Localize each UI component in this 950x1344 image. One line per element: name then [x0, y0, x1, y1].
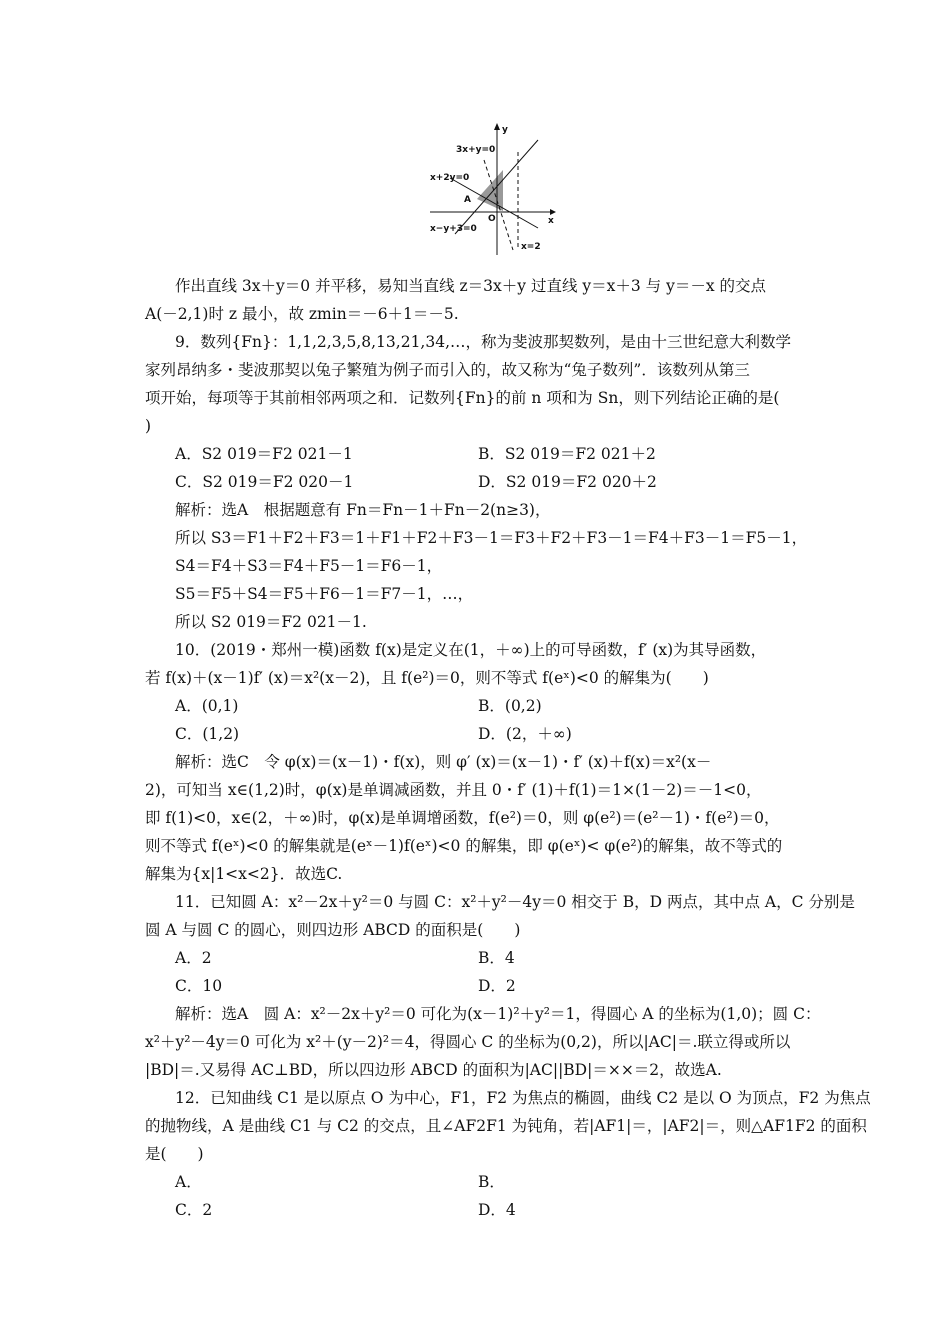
- label-point-a: A: [464, 195, 471, 205]
- question-12-line-3: 是( ): [145, 1145, 204, 1163]
- question-9-line-3: 项开始，每项等于其前相邻两项之和．记数列{Fn}的前 n 项和为 Sn，则下列结论正确的是(: [145, 389, 780, 407]
- option-9a: A．S2 019＝F2 021－1: [175, 445, 353, 463]
- solution-11-line-2: x²＋y²－4y＝0 可化为 x²＋(y－2)²＝4，得圆心 C 的坐标为(0,2)，所以|AC|＝.联立得或所以: [145, 1033, 791, 1051]
- label-origin: O: [488, 214, 496, 224]
- question-9-line-2: 家列昂纳多・斐波那契以兔子繁殖为例子而引入的，故又称为“兔子数列”．该数列从第三: [145, 361, 750, 379]
- question-12-line-1: 12．已知曲线 C1 是以原点 O 为中心，F1，F2 为焦点的椭圆，曲线 C2 是以 O 为顶点，F2 为焦点: [175, 1089, 871, 1107]
- option-11c: C．10: [175, 977, 223, 995]
- label-x-minus-y-plus-3: x−y+3=0: [430, 224, 477, 234]
- label-3x-plus-y: 3x+y=0: [456, 145, 496, 155]
- option-9c: C．S2 019＝F2 020－1: [175, 473, 354, 491]
- question-9-line-1: 9．数列{Fn}：1,1,2,3,5,8,13,21,34,…，称为斐波那契数列，是由十三世纪意大利数学: [175, 333, 792, 351]
- option-12c: C．2: [175, 1201, 213, 1219]
- option-10c: C．(1,2): [175, 725, 240, 743]
- option-11b: B．4: [478, 949, 515, 967]
- question-10-line-1: 10．(2019・郑州一模)函数 f(x)是定义在(1，＋∞)上的可导函数，f′ (x)为其导函数，: [175, 641, 767, 659]
- solution-9-line-5: 所以 S2 019＝F2 021－1.: [175, 613, 367, 631]
- solution-9-line-3: S4＝F4＋S3＝F4＋F5－1＝F6－1，: [175, 557, 443, 575]
- question-9-line-4: ): [145, 417, 152, 435]
- solution-10-line-4: 则不等式 f(eˣ)<0 的解集就是(eˣ－1)f(eˣ)<0 的解集，即 φ(eˣ)< φ(e²)的解集，故不等式的: [145, 837, 783, 855]
- option-10a: A．(0,1): [175, 697, 239, 715]
- option-10d: D．(2，＋∞): [478, 725, 572, 743]
- solution-11-line-1: 解析：选A 圆 A：x²－2x＋y²＝0 可化为(x－1)²＋y²＝1，得圆心 A 的坐标为(1,0)；圆 C：: [175, 1005, 821, 1023]
- solution-8-line-1: 作出直线 3x＋y＝0 并平移，易知当直线 z＝3x＋y 过直线 y＝x＋3 与 y＝－x 的交点: [175, 277, 767, 295]
- feasible-region-figure: [420, 120, 560, 260]
- option-10b: B．(0,2): [478, 697, 542, 715]
- x-label: x: [548, 216, 554, 226]
- y-arrow: [494, 123, 500, 130]
- option-9d: D．S2 019＝F2 020＋2: [478, 473, 657, 491]
- solution-10-line-1: 解析：选C 令 φ(x)＝(x－1)・f(x)，则 φ′ (x)＝(x－1)・f′ (x)＋f(x)＝x²(x－: [175, 753, 712, 771]
- option-12b: B．: [478, 1173, 505, 1191]
- y-label: y: [502, 125, 508, 135]
- solution-9-line-1: 解析：选A 根据题意有 Fn＝Fn－1＋Fn－2(n≥3)，: [175, 501, 551, 519]
- question-10-line-2: 若 f(x)＋(x－1)f′ (x)＝x²(x－2)，且 f(e²)＝0，则不等式 f(eˣ)<0 的解集为( ): [145, 669, 709, 687]
- solution-10-line-2: 2)，可知当 x∈(1,2)时，φ(x)是单调减函数，并且 0・f′ (1)＋f(1)＝1×(1－2)＝－1<0，: [145, 781, 762, 799]
- label-x-equals-2: x=2: [521, 242, 541, 252]
- option-11d: D．2: [478, 977, 516, 995]
- solution-9-line-2: 所以 S3＝F1＋F2＋F3＝1＋F1＋F2＋F3－1＝F3＋F2＋F3－1＝F4＋F3－1＝F5－1，: [175, 529, 808, 547]
- option-11a: A．2: [175, 949, 212, 967]
- solution-8-line-2: A(－2,1)时 z 最小，故 zmin＝－6＋1＝－5.: [145, 305, 459, 323]
- solution-11-line-3: |BD|＝.又易得 AC⊥BD，所以四边形 ABCD 的面积为|AC||BD|＝××＝2，故选A.: [145, 1061, 722, 1079]
- solution-9-line-4: S5＝F5＋S4＝F5＋F6－1＝F7－1，…，: [175, 585, 474, 603]
- option-12d: D．4: [478, 1201, 516, 1219]
- question-11-line-1: 11．已知圆 A：x²－2x＋y²＝0 与圆 C：x²＋y²－4y＝0 相交于 B，D 两点，其中点 A，C 分别是: [175, 893, 855, 911]
- option-12a: A．: [175, 1173, 202, 1191]
- x-arrow: [550, 209, 556, 215]
- option-9b: B．S2 019＝F2 021＋2: [478, 445, 656, 463]
- question-12-line-2: 的抛物线，A 是曲线 C1 与 C2 的交点，且∠AF2F1 为钝角，若|AF1|＝，|AF2|＝，则△AF1F2 的面积: [145, 1117, 867, 1135]
- question-11-line-2: 圆 A 与圆 C 的圆心，则四边形 ABCD 的面积是( ): [145, 921, 521, 939]
- solution-10-line-3: 即 f(1)<0，x∈(2，＋∞)时，φ(x)是单调增函数，f(e²)＝0，则 φ(e²)＝(e²－1)・f(e²)＝0，: [145, 809, 780, 827]
- solution-10-line-5: 解集为{x|1<x<2}．故选C.: [145, 865, 343, 883]
- label-x-plus-2y: x+2y=0: [430, 173, 470, 183]
